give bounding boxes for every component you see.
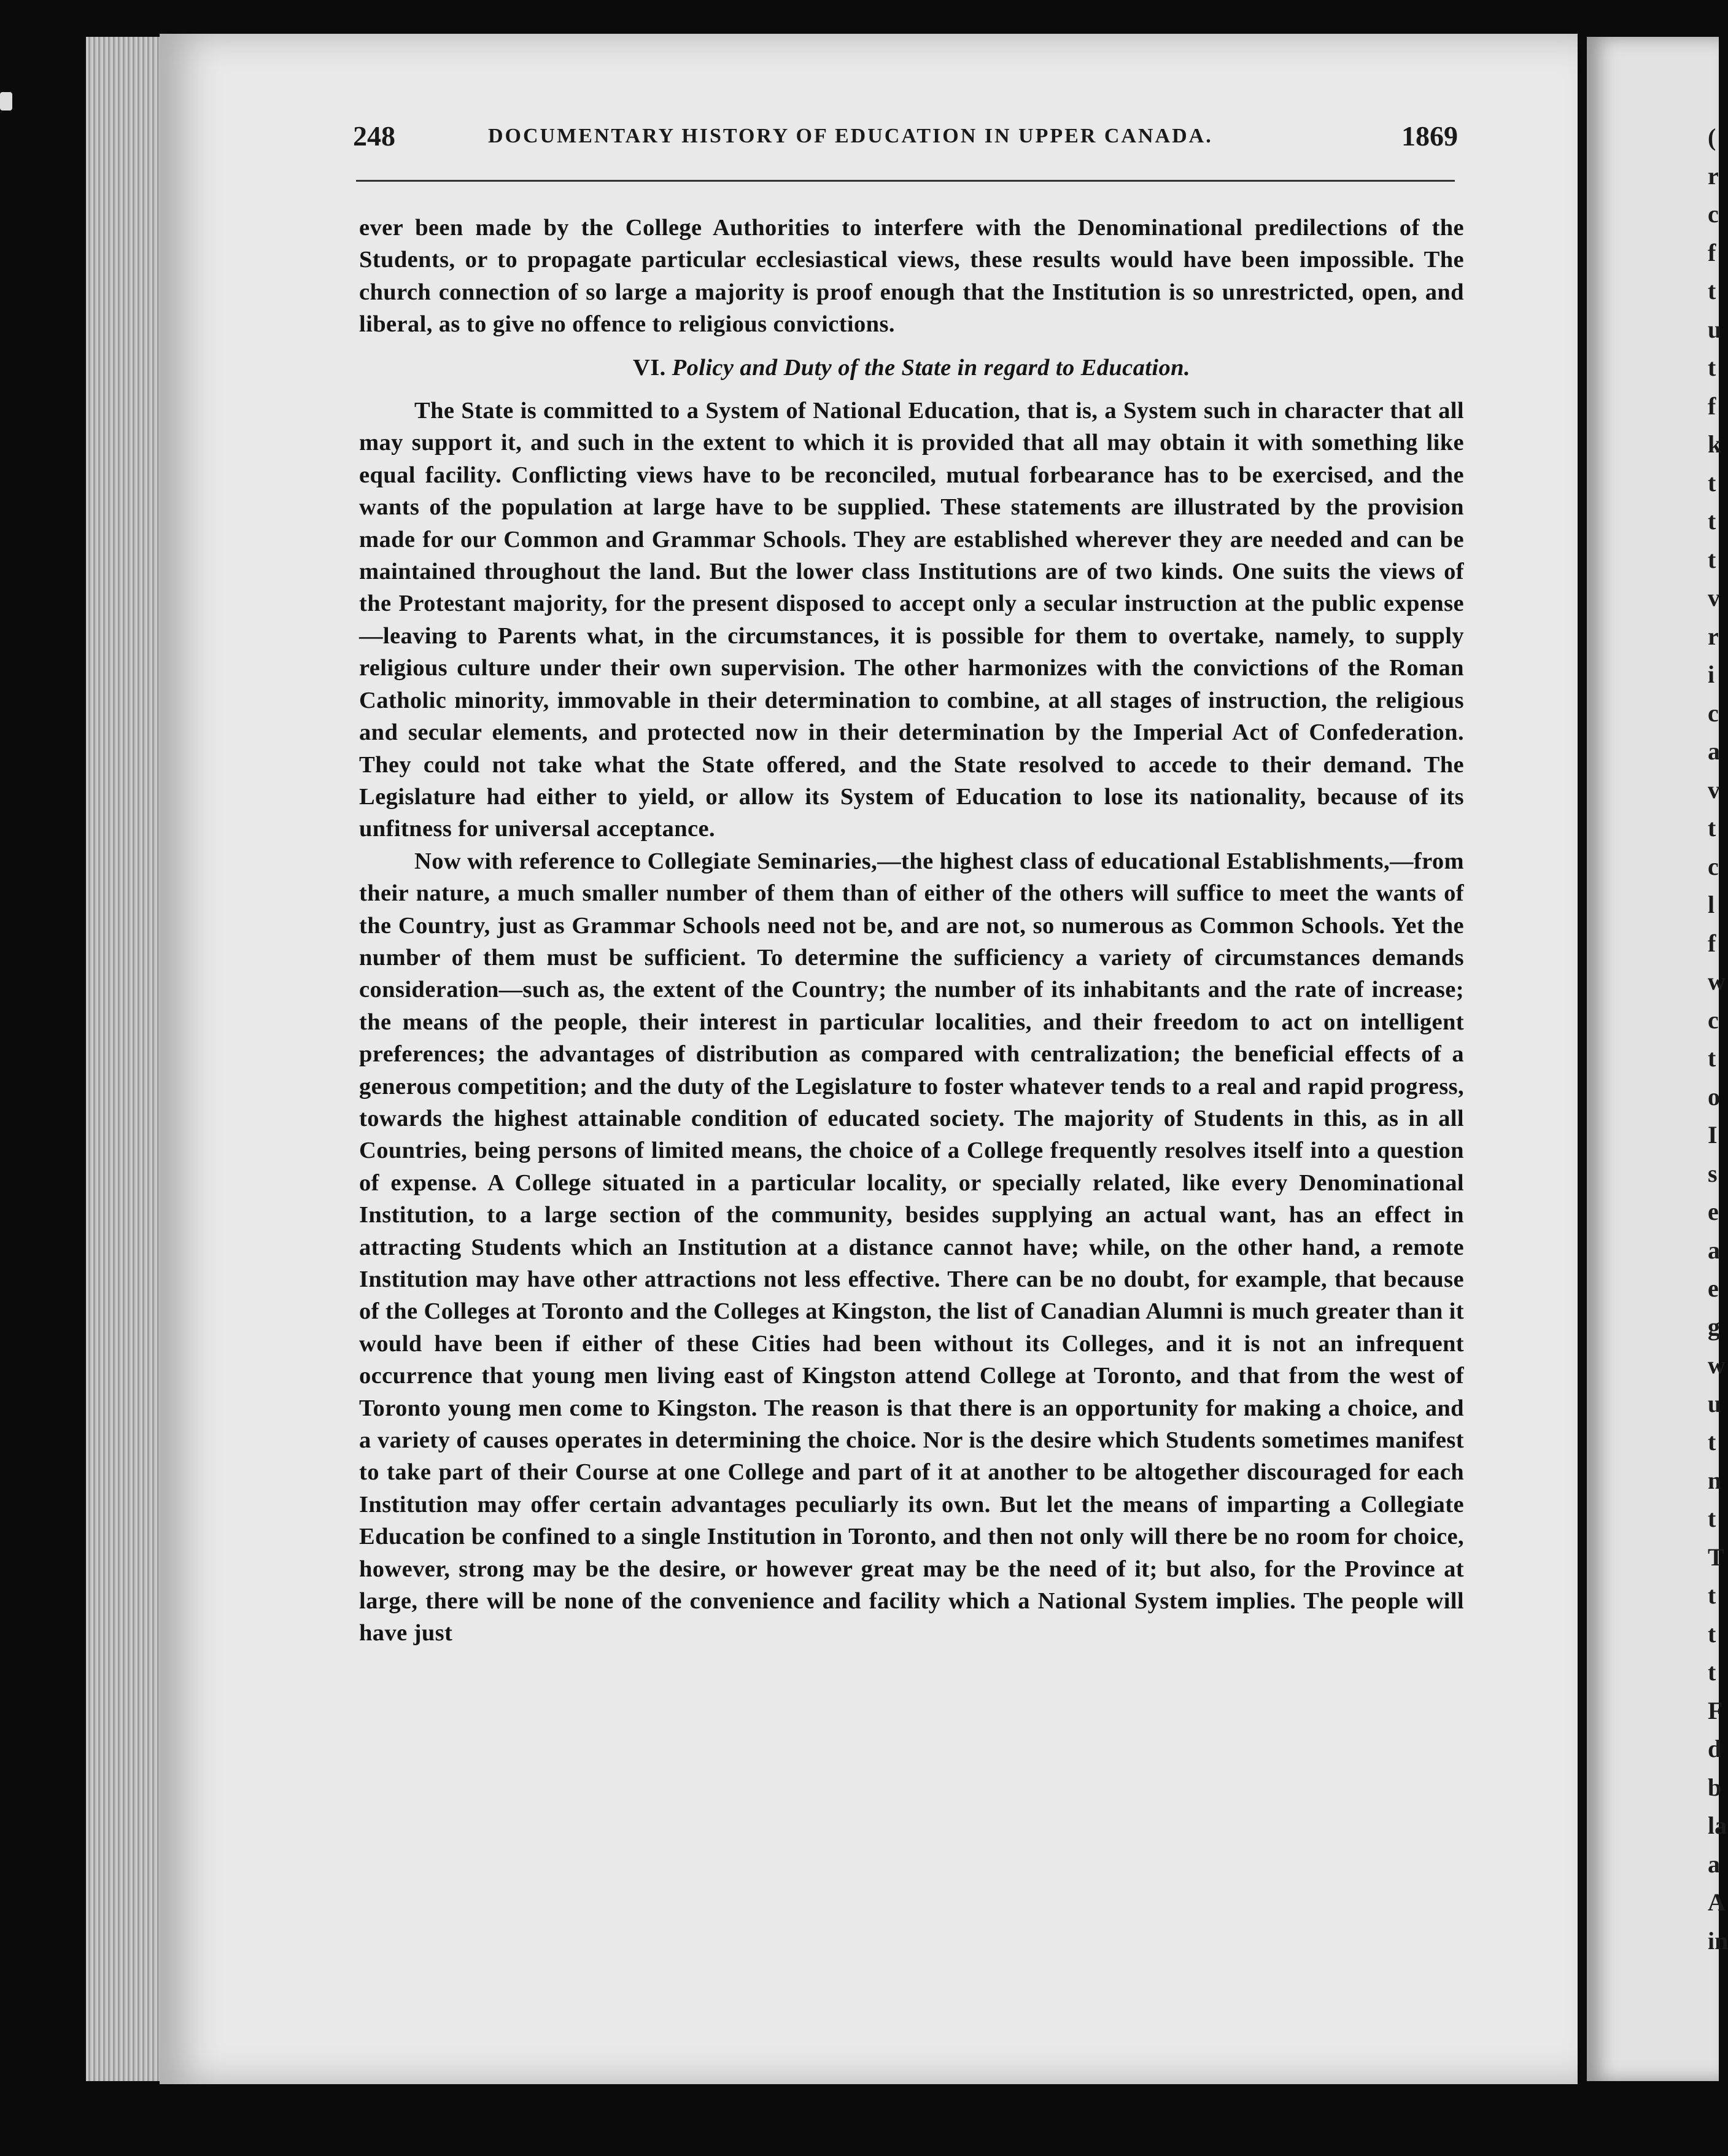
adjacent-page-fragment: A [1708, 1888, 1726, 1916]
adjacent-page-fragment: t [1708, 468, 1716, 497]
adjacent-page [1587, 37, 1722, 2081]
adjacent-page-fragment: r [1708, 161, 1719, 190]
adjacent-page-fragment: t [1708, 1428, 1716, 1456]
adjacent-page-fragment: t [1708, 277, 1716, 304]
adjacent-page-fragment: a [1708, 1850, 1720, 1878]
adjacent-page-fragment: k [1708, 430, 1722, 458]
book-page-edges [86, 37, 172, 2081]
adjacent-page-fragment: t [1708, 545, 1716, 573]
adjacent-page-fragment: t [1708, 507, 1716, 535]
adjacent-page-fragment: t [1708, 1044, 1716, 1072]
scan-margin-mark [0, 92, 12, 111]
running-title: DOCUMENTARY HISTORY OF EDUCATION IN UPPER CANADA. [488, 125, 1213, 147]
adjacent-page-fragment: l [1708, 891, 1715, 918]
adjacent-page-fragment: v [1708, 584, 1720, 611]
adjacent-page-fragment: u [1708, 1389, 1722, 1417]
header-year: 1869 [1401, 120, 1458, 152]
adjacent-page-fragment: r [1708, 622, 1719, 650]
adjacent-page-fragment: d [1708, 1735, 1722, 1762]
adjacent-page-fragment: e [1708, 1274, 1719, 1302]
adjacent-page-fragment: b [1708, 1773, 1722, 1801]
adjacent-page-fragment: ( [1708, 123, 1716, 151]
section-number: VI. [633, 354, 666, 381]
adjacent-page-fragment: e [1708, 1198, 1719, 1225]
header-rule [356, 180, 1455, 182]
adjacent-page-fragment: T [1708, 1543, 1724, 1571]
adjacent-page-fragment: w [1708, 1351, 1726, 1379]
adjacent-page-fragment: a [1708, 1236, 1720, 1264]
adjacent-page-fragment: g [1708, 1313, 1720, 1341]
paragraph: Now with reference to Collegiate Seminaries,—the highest class of educational Establishments,—from their nature, a much smaller number of them than of either of the others will suffice to meet the wants of the Country, just as Grammar Schools need not be, and are not, so numerous as Common Schools. Yet the number of them must be sufficient. To determine the sufficiency a variety of circumstances demands consideration—such as, the extent of the Country; the number of its inhabitants and the rate of increase; the means of the people, their interest in particular localities, and their freedom to act on intelligent preferences; the advantages of distribution as compared with centralization; the beneficial effects of a generous competition; and the duty of the Legislature to foster whatever tends to a real and rapid progress, towards the highest attainable condition of educated society. The majority of Students in this, as in all Countries, being persons of limited means, the choice of a College frequently resolves itself into a question of expense. A College situated in a particular locality, or specially related, like every Denominational Institution, to a large section of the community, besides supplying an actual want, has an effect in attracting Students which an Institution at a distance cannot have; while, on the other hand, a remote Institution may have other attractions not less effective. There can be no doubt, for example, that because of the Colleges at Toronto and the Colleges at Kingston, the list of Canadian Alumni is much greater than it would have been if either of these Cities had been without its Colleges, and it is not an infrequent occurrence that young men living east of Kingston attend College at Toronto, and that from the west of Toronto young men come to Kingston. The reason is that there is an opportunity for making a choice, and a variety of causes operates in determining the choice. Nor is the desire which Students sometimes manifest to take part of their Course at one College and part of it at another to be altogether discouraged for each Institution may offer certain advantages peculiarly its own. But let the means of imparting a Collegiate Education be confined to a single Institution in Toronto, and then not only will there be no room for choice, however, strong may be the desire, or however great may be the need of it; but also, for the Province at large, there will be none of the convenience and facility which a National System implies. The people will have just [359, 848, 1464, 1646]
adjacent-page-fragment: t [1708, 814, 1716, 842]
section-title: Policy and Duty of the State in regard to Education. [672, 354, 1190, 381]
adjacent-page-fragment: t [1708, 1505, 1716, 1532]
adjacent-page-fragment: u [1708, 315, 1722, 343]
adjacent-page-fragment: c [1708, 1006, 1719, 1034]
paragraph: The State is committed to a System of National Education, that is, a System such in character that all may support it, and such in the extent to which it is provided that all may obtain it with something like equal facility. Conflicting views have to be reconciled, mutual forbearance has to be exercised, and the wants of the population at large have to be supplied. These statements are illustrated by the provision made for our Common and Grammar Schools. They are established wherever they are needed and can be maintained throughout the land. But the lower class Institutions are of two kinds. One suits the views of the Protestant majority, for the present disposed to accept only a secular instruction at the public expense—leaving to Parents what, in the circumstances, it is possible for them to overtake, namely, to supply religious culture under their own supervision. The other harmonizes with the convictions of the Roman Catholic minority, immovable in their determination to combine, at all stages of instruction, the religious and secular elements, and protected now in their determination by the Imperial Act of Confederation. They could not take what the State offered, and the State resolved to accede to their demand. The Legislature had either to yield, or allow its System of Education to lose its nationality, because of its unfitness for universal acceptance. [359, 398, 1464, 842]
adjacent-page-fragment: w [1708, 967, 1726, 995]
adjacent-page-fragment: f [1708, 392, 1716, 420]
adjacent-page-fragment: t [1708, 1658, 1716, 1686]
body-text [359, 212, 1464, 1650]
adjacent-page-fragment: o [1708, 1082, 1720, 1111]
adjacent-page-fragment: c [1708, 699, 1719, 727]
adjacent-page-fragment: i [1708, 661, 1715, 688]
adjacent-page-fragment: c [1708, 852, 1719, 880]
adjacent-page-fragment: c [1708, 200, 1719, 228]
adjacent-page-fragment: n [1708, 1466, 1722, 1494]
adjacent-page-fragment: t [1708, 1619, 1716, 1648]
adjacent-page-fragment: I [1708, 1121, 1718, 1149]
adjacent-page-fragment: f [1708, 238, 1716, 266]
adjacent-page-fragment: in [1708, 1926, 1728, 1955]
paragraph-continued: ever been made by the College Authorities to interfere with the Denominational predilections of the Students, or to propagate particular ecclesiastical views, these results would have been impossible. The church connection of so large a majority is proof enough that the Institution is so unrestricted, open, and liberal, as to give no offence to religious convictions. [359, 215, 1464, 338]
adjacent-page-fragment: v [1708, 775, 1720, 804]
adjacent-page-fragment: a [1708, 737, 1720, 765]
adjacent-page-fragment: t [1708, 1581, 1716, 1609]
adjacent-page-fragment: f [1708, 929, 1716, 957]
page-header [353, 120, 1458, 157]
adjacent-page-fragment: t [1708, 354, 1716, 381]
adjacent-page-fragment: s [1708, 1159, 1718, 1187]
adjacent-page-fragment: F [1708, 1696, 1723, 1724]
page-number: 248 [353, 120, 395, 152]
adjacent-page-fragment: la [1708, 1812, 1727, 1839]
section-heading [359, 352, 1464, 384]
